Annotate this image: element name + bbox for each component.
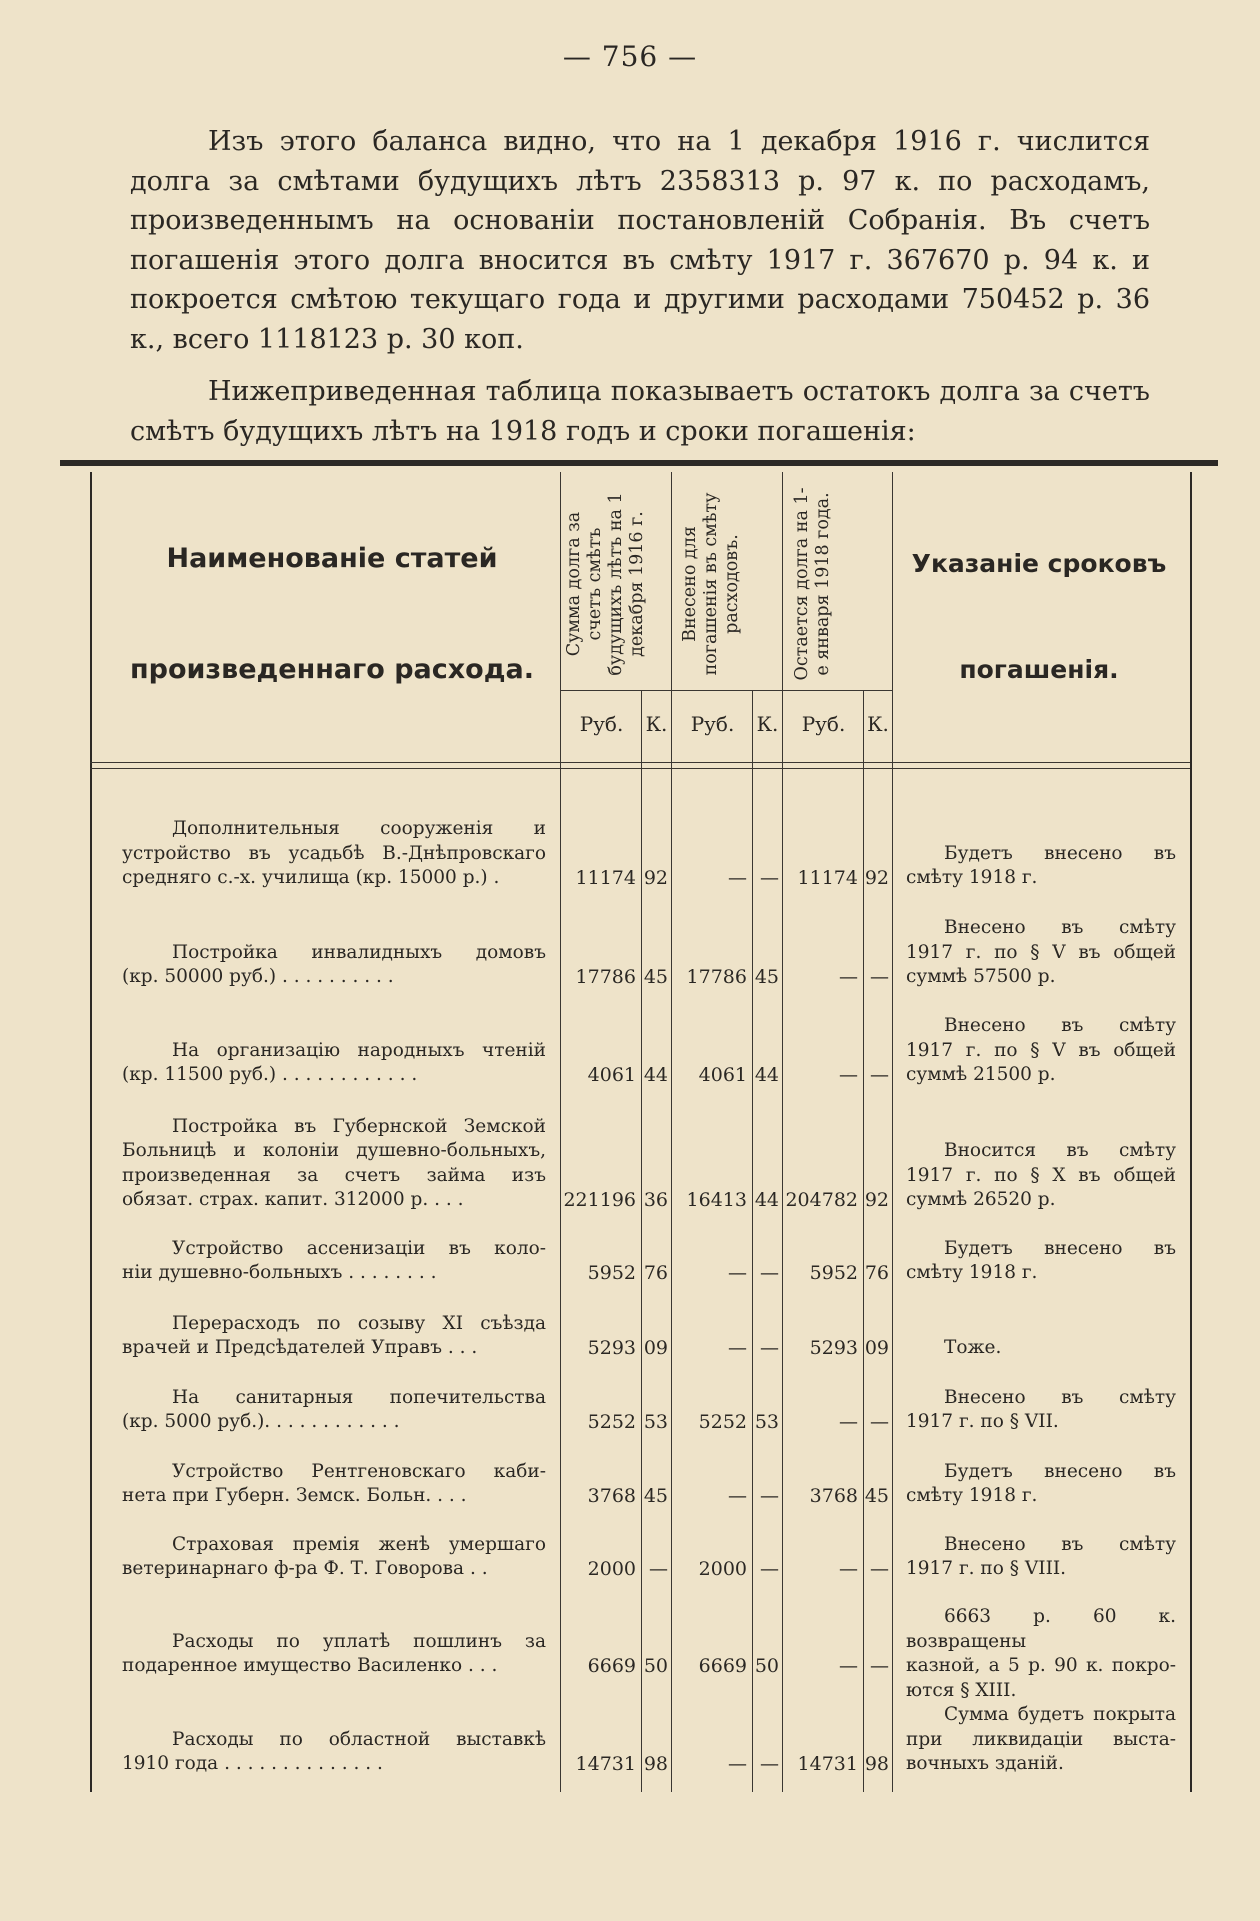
row-debt-r: 11174 bbox=[575, 867, 636, 889]
row-paid-k: 45 bbox=[754, 966, 779, 988]
row-rem-k: 76 bbox=[864, 1262, 889, 1284]
unit-rub: Руб. bbox=[690, 712, 735, 736]
row-rem-r: — bbox=[839, 1411, 858, 1433]
row-debt-r: 6669 bbox=[587, 1655, 636, 1677]
col-divider bbox=[560, 472, 561, 1792]
row-item-name-line: На санитарныя попечительства bbox=[172, 1386, 546, 1408]
row-rem-k: — bbox=[870, 1558, 889, 1580]
row-item-name bbox=[122, 1460, 546, 1509]
row-repayment-term bbox=[906, 1703, 1176, 1777]
row-item-name-line: 1910 года . . . . . . . . . . . . . . bbox=[122, 1753, 383, 1774]
row-debt-k: 09 bbox=[643, 1337, 668, 1359]
col-divider bbox=[863, 690, 864, 1792]
row-repayment-term-line: 1917 г. по § VIII. bbox=[906, 1558, 1067, 1579]
row-debt-k: 45 bbox=[643, 1485, 668, 1507]
row-debt-r: 5293 bbox=[587, 1337, 636, 1359]
row-paid-k: 53 bbox=[754, 1411, 779, 1433]
row-repayment-term-line: вочныхъ зданій. bbox=[906, 1753, 1064, 1774]
row-rem-r: — bbox=[839, 1558, 858, 1580]
header-debt-column: Сумма долга за счетъ смѣтъ будущихъ лѣтъ на 1 декабря 1916 г. bbox=[564, 492, 647, 676]
row-repayment-term-line: Тоже. bbox=[944, 1337, 1002, 1358]
row-rem-r: 204782 bbox=[785, 1189, 858, 1211]
row-item-name-line: устройство въ усадьбѣ В.-Днѣпровскаго bbox=[122, 842, 546, 864]
header-name-line2: произведеннаго расхода. bbox=[129, 654, 535, 685]
row-debt-k: 44 bbox=[643, 1064, 668, 1086]
row-rem-r: 14731 bbox=[797, 1753, 858, 1775]
row-repayment-term-line: 1917 г. по § VII. bbox=[906, 1411, 1059, 1432]
row-paid-k: 44 bbox=[754, 1189, 779, 1211]
row-item-name-line: Постройка въ Губернской Земской bbox=[172, 1115, 546, 1137]
row-rem-k: — bbox=[870, 1655, 889, 1677]
row-item-name-line: ніи душевно-больныхъ . . . . . . . . bbox=[122, 1262, 437, 1283]
row-item-name bbox=[122, 1386, 546, 1435]
row-repayment-term-line: 6663 р. 60 к. возвращены bbox=[906, 1606, 1176, 1652]
row-debt-k: 92 bbox=[643, 867, 668, 889]
row-paid-r: 4061 bbox=[698, 1064, 747, 1086]
row-repayment-term bbox=[906, 1237, 1176, 1286]
row-rem-k: 98 bbox=[864, 1753, 889, 1775]
row-debt-k: 36 bbox=[643, 1189, 668, 1211]
col-divider bbox=[671, 472, 672, 1792]
row-rem-k: — bbox=[870, 1411, 889, 1433]
row-paid-k: — bbox=[760, 1485, 779, 1507]
row-paid-r: 5252 bbox=[698, 1411, 747, 1433]
row-item-name-line: ветеринарнаго ф-ра Ф. Т. Говорова . . bbox=[122, 1558, 488, 1579]
row-repayment-term bbox=[906, 1139, 1176, 1213]
row-repayment-term-line: ются § XIII. bbox=[906, 1679, 1017, 1701]
row-repayment-term-line: Сумма будетъ покрыта bbox=[944, 1704, 1176, 1725]
row-item-name bbox=[122, 1312, 546, 1361]
row-repayment-term bbox=[906, 1014, 1176, 1088]
row-rem-k: 92 bbox=[864, 1189, 889, 1211]
row-item-name bbox=[122, 1630, 546, 1679]
header-bottom-rule bbox=[90, 762, 1190, 763]
row-item-name-line: Расходы по областной выставкѣ bbox=[172, 1728, 546, 1750]
row-item-name bbox=[122, 1115, 546, 1213]
unit-kop: К. bbox=[756, 712, 779, 736]
row-debt-r: 5252 bbox=[587, 1411, 636, 1433]
row-item-name bbox=[122, 941, 546, 990]
row-rem-k: 09 bbox=[864, 1337, 889, 1359]
header-bottom-rule bbox=[90, 768, 1190, 769]
row-item-name-line: нета при Губерн. Земск. Больн. . . . bbox=[122, 1485, 467, 1506]
col-divider bbox=[752, 690, 753, 1792]
row-paid-k: — bbox=[760, 867, 779, 889]
row-repayment-term bbox=[906, 1336, 1176, 1361]
row-debt-r: 17786 bbox=[575, 966, 636, 988]
row-repayment-term-line: 1917 г. по § V въ общей bbox=[906, 941, 1176, 963]
row-repayment-term-line: 1917 г. по § V въ общей bbox=[906, 1039, 1176, 1061]
row-debt-r: 14731 bbox=[575, 1753, 636, 1775]
row-item-name-line: Расходы по уплатѣ пошлинъ за bbox=[172, 1630, 546, 1652]
row-repayment-term-line: смѣту 1918 г. bbox=[906, 1485, 1038, 1506]
row-repayment-term-line: Будетъ внесено въ bbox=[944, 1237, 1176, 1259]
row-paid-k: — bbox=[760, 1262, 779, 1284]
row-repayment-term-line: Вносится въ смѣту bbox=[944, 1140, 1176, 1161]
table-top-rule bbox=[60, 460, 1218, 466]
row-item-name bbox=[122, 1533, 546, 1582]
row-rem-r: 3768 bbox=[809, 1485, 858, 1507]
row-item-name-line: обязат. страх. капит. 312000 р. . . . bbox=[122, 1189, 464, 1210]
row-item-name-line: Страховая премія женѣ умершаго bbox=[172, 1533, 546, 1555]
header-paid-column: Внесено для погашенія въ смѣту расходовъ. bbox=[680, 492, 742, 676]
row-repayment-term-line: смѣту 1918 г. bbox=[906, 1262, 1038, 1283]
row-item-name bbox=[122, 1039, 546, 1088]
row-repayment-term bbox=[906, 1533, 1176, 1582]
row-repayment-term-line: суммѣ 21500 р. bbox=[906, 1064, 1056, 1085]
row-repayment-term-line: Будетъ внесено въ bbox=[944, 1460, 1176, 1482]
row-paid-r: — bbox=[728, 1485, 747, 1507]
row-item-name-line: Постройка инвалидныхъ домовъ bbox=[172, 941, 546, 963]
row-item-name-line: Дополнительныя сооруженія и bbox=[172, 818, 546, 839]
row-repayment-term bbox=[906, 1460, 1176, 1509]
row-repayment-term-line: Будетъ внесено въ bbox=[944, 842, 1176, 864]
header-remain-column: Остается долга на 1-е января 1918 года. bbox=[792, 487, 833, 681]
row-item-name-line: Устройство Рентгеновскаго каби- bbox=[172, 1460, 546, 1482]
row-repayment-term-line: Внесено въ смѣту bbox=[944, 1015, 1176, 1036]
page-number: — 756 — bbox=[562, 40, 698, 73]
row-item-name-line: (кр. 50000 руб.) . . . . . . . . . . bbox=[122, 966, 394, 987]
unit-kop: К. bbox=[645, 712, 668, 736]
paragraph-balance: Изъ этого баланса видно, что на 1 декабря 1916 г. числится долга за смѣтами будущихъ лѣтъ 2358313 р. 97 к. по расходамъ, произведеннымъ на основаніи постановленій Собранія. Въ счетъ погашенія этого долга вносится въ смѣту 1917 г. 367670 р. 94 к. и покроется смѣтою текущаго года и другими расходами 750452 р. 36 к., всего 1118123 р. 30 коп. bbox=[130, 126, 1150, 355]
row-paid-r: — bbox=[728, 1753, 747, 1775]
header-term-line2: погашенія. bbox=[959, 655, 1119, 684]
col-divider bbox=[782, 472, 783, 1792]
row-paid-r: 17786 bbox=[686, 966, 747, 988]
row-rem-k: 45 bbox=[864, 1485, 889, 1507]
row-item-name-line: (кр. 5000 руб.). . . . . . . . . . . . bbox=[122, 1411, 400, 1432]
unit-row-rule bbox=[560, 690, 892, 691]
row-rem-r: 5293 bbox=[809, 1337, 858, 1359]
row-paid-r: 16413 bbox=[686, 1189, 747, 1211]
row-paid-k: — bbox=[760, 1753, 779, 1775]
row-rem-k: 92 bbox=[864, 867, 889, 889]
row-repayment-term-line: Внесено въ смѣту bbox=[944, 917, 1176, 938]
row-repayment-term bbox=[906, 916, 1176, 990]
row-repayment-term bbox=[906, 842, 1176, 891]
row-item-name-line: (кр. 11500 руб.) . . . . . . . . . . . . bbox=[122, 1064, 418, 1085]
row-repayment-term-line: 1917 г. по § X въ общей bbox=[906, 1164, 1176, 1186]
paragraph-table-intro: Нижеприведенная таблица показываетъ остатокъ долга за счетъ смѣтъ будущихъ лѣтъ на 1918 годъ и сроки погашенія: bbox=[130, 376, 1150, 447]
row-paid-r: — bbox=[728, 867, 747, 889]
row-debt-r: 5952 bbox=[587, 1262, 636, 1284]
row-repayment-term-line: Внесено въ смѣту bbox=[944, 1533, 1176, 1555]
row-rem-r: 11174 bbox=[797, 867, 858, 889]
header-name-line1: Наименованіе статей bbox=[166, 543, 498, 574]
row-rem-r: — bbox=[839, 966, 858, 988]
row-repayment-term-line: Внесено въ смѣту bbox=[944, 1386, 1176, 1408]
row-paid-k: 50 bbox=[754, 1655, 779, 1677]
row-rem-r: — bbox=[839, 1064, 858, 1086]
row-debt-r: 2000 bbox=[587, 1558, 636, 1580]
row-repayment-term bbox=[906, 1386, 1176, 1435]
unit-kop: К. bbox=[867, 712, 889, 736]
row-item-name-line: Устройство ассенизаціи въ коло- bbox=[172, 1237, 546, 1259]
row-debt-k: 53 bbox=[643, 1411, 668, 1433]
row-debt-r: 221196 bbox=[563, 1189, 636, 1211]
row-item-name bbox=[122, 817, 546, 891]
row-item-name-line: Перерасходъ по созыву XI съѣзда bbox=[172, 1312, 546, 1334]
col-divider bbox=[641, 690, 642, 1792]
row-debt-r: 3768 bbox=[587, 1485, 636, 1507]
row-debt-k: 50 bbox=[643, 1655, 668, 1677]
row-repayment-term-line: при ликвидаціи выста- bbox=[906, 1728, 1176, 1750]
unit-rub: Руб. bbox=[801, 712, 846, 736]
row-paid-r: — bbox=[728, 1262, 747, 1284]
row-item-name-line: врачей и Предсѣдателей Управъ . . . bbox=[122, 1337, 478, 1358]
row-debt-k: 45 bbox=[643, 966, 668, 988]
row-repayment-term-line: смѣту 1918 г. bbox=[906, 867, 1038, 888]
row-paid-k: — bbox=[760, 1337, 779, 1359]
row-repayment-term bbox=[906, 1605, 1176, 1703]
row-debt-r: 4061 bbox=[587, 1064, 636, 1086]
row-item-name bbox=[122, 1237, 546, 1286]
row-repayment-term-line: суммѣ 57500 р. bbox=[906, 966, 1056, 987]
row-rem-k: — bbox=[870, 1064, 889, 1086]
row-item-name-line: средняго с.-х. училища (кр. 15000 р.) . bbox=[122, 867, 500, 888]
row-item-name bbox=[122, 1728, 546, 1777]
row-debt-k: 76 bbox=[643, 1262, 668, 1284]
row-debt-k: — bbox=[649, 1558, 668, 1580]
row-rem-r: 5952 bbox=[809, 1262, 858, 1284]
row-repayment-term-line: казной, а 5 р. 90 к. покро- bbox=[906, 1655, 1176, 1676]
row-debt-k: 98 bbox=[643, 1753, 668, 1775]
row-repayment-term-line: суммѣ 26520 р. bbox=[906, 1189, 1056, 1210]
row-rem-k: — bbox=[870, 966, 889, 988]
unit-rub: Руб. bbox=[579, 712, 624, 736]
row-paid-r: — bbox=[728, 1337, 747, 1359]
row-paid-k: 44 bbox=[754, 1064, 779, 1086]
row-item-name-line: Больницѣ и колоніи душевно-больныхъ, bbox=[122, 1140, 546, 1161]
row-paid-r: 6669 bbox=[698, 1655, 747, 1677]
row-paid-r: 2000 bbox=[698, 1558, 747, 1580]
header-term-line1: Указаніе сроковъ bbox=[911, 549, 1167, 578]
row-rem-r: — bbox=[839, 1655, 858, 1677]
row-item-name-line: подаренное имущество Василенко . . . bbox=[122, 1655, 498, 1676]
row-item-name-line: произведенная за счетъ займа изъ bbox=[122, 1164, 546, 1186]
row-paid-k: — bbox=[760, 1558, 779, 1580]
row-item-name-line: На организацію народныхъ чтеній bbox=[172, 1039, 546, 1061]
